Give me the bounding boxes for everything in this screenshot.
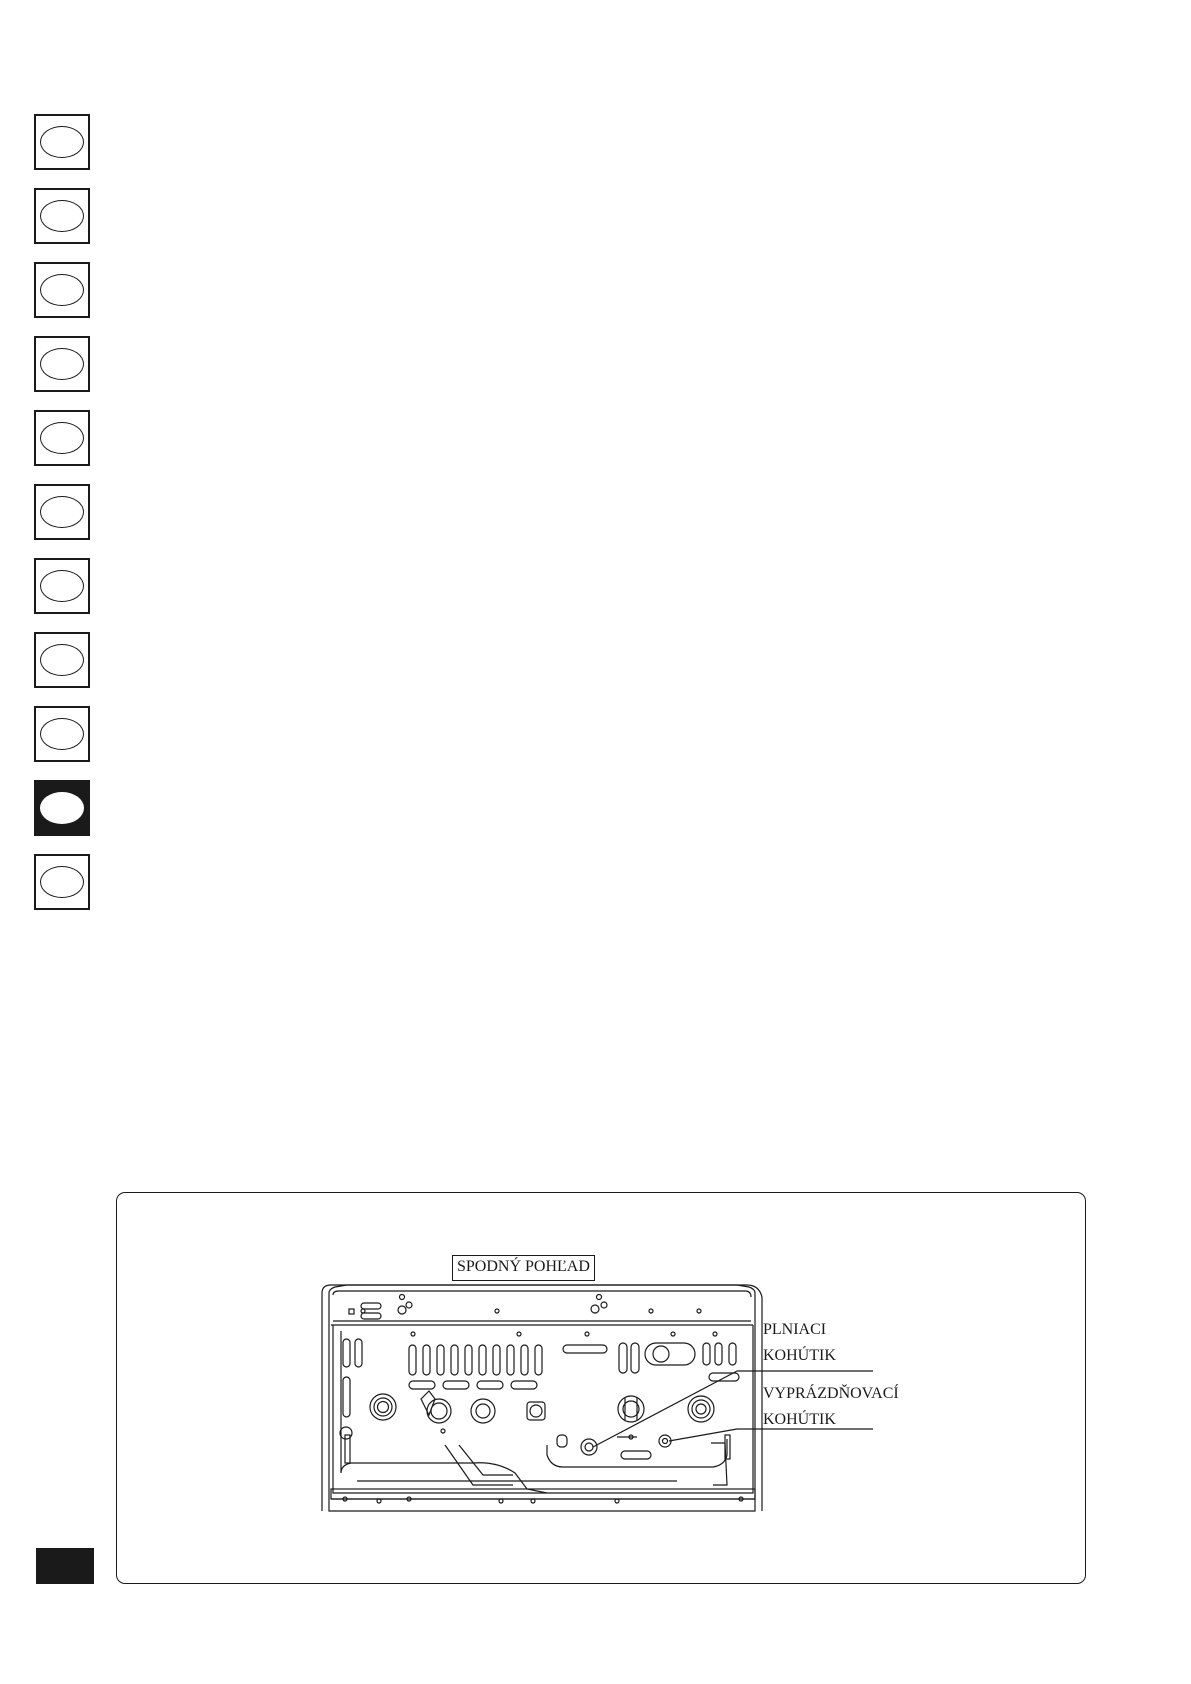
language-tab-8 (34, 632, 90, 688)
language-tab-6 (34, 484, 90, 540)
language-tab-4 (34, 336, 90, 392)
language-tab-1 (34, 114, 90, 170)
language-oval-icon (40, 274, 84, 306)
boiler-bottom-view-drawing (117, 1193, 1087, 1585)
language-oval-icon (40, 496, 84, 528)
language-tab-3 (34, 262, 90, 318)
language-tab-2 (34, 188, 90, 244)
fill-tap-label-line2: KOHÚTIK (763, 1347, 836, 1364)
fill-tap-callout (763, 1317, 836, 1369)
fill-tap-label-line1: PLNIACI (763, 1321, 827, 1338)
page-number-tab (36, 1548, 94, 1584)
language-tab-7 (34, 558, 90, 614)
language-oval-icon (40, 792, 84, 824)
drain-tap-label-line2: KOHÚTIK (763, 1411, 836, 1428)
language-oval-icon (40, 718, 84, 750)
language-tab-10-active (34, 780, 90, 836)
language-tab-11 (34, 854, 90, 910)
language-oval-icon (40, 644, 84, 676)
language-oval-icon (40, 866, 84, 898)
language-oval-icon (40, 348, 84, 380)
language-oval-icon (40, 126, 84, 158)
view-label: SPODNÝ POHĽAD (452, 1255, 595, 1281)
drain-tap-label-line1: VYPRÁZDŇOVACÍ (763, 1385, 899, 1402)
figure-frame (116, 1192, 1086, 1584)
language-tab-5 (34, 410, 90, 466)
language-oval-icon (40, 570, 84, 602)
language-oval-icon (40, 200, 84, 232)
language-tab-9 (34, 706, 90, 762)
drain-tap-callout (763, 1381, 899, 1433)
language-oval-icon (40, 422, 84, 454)
